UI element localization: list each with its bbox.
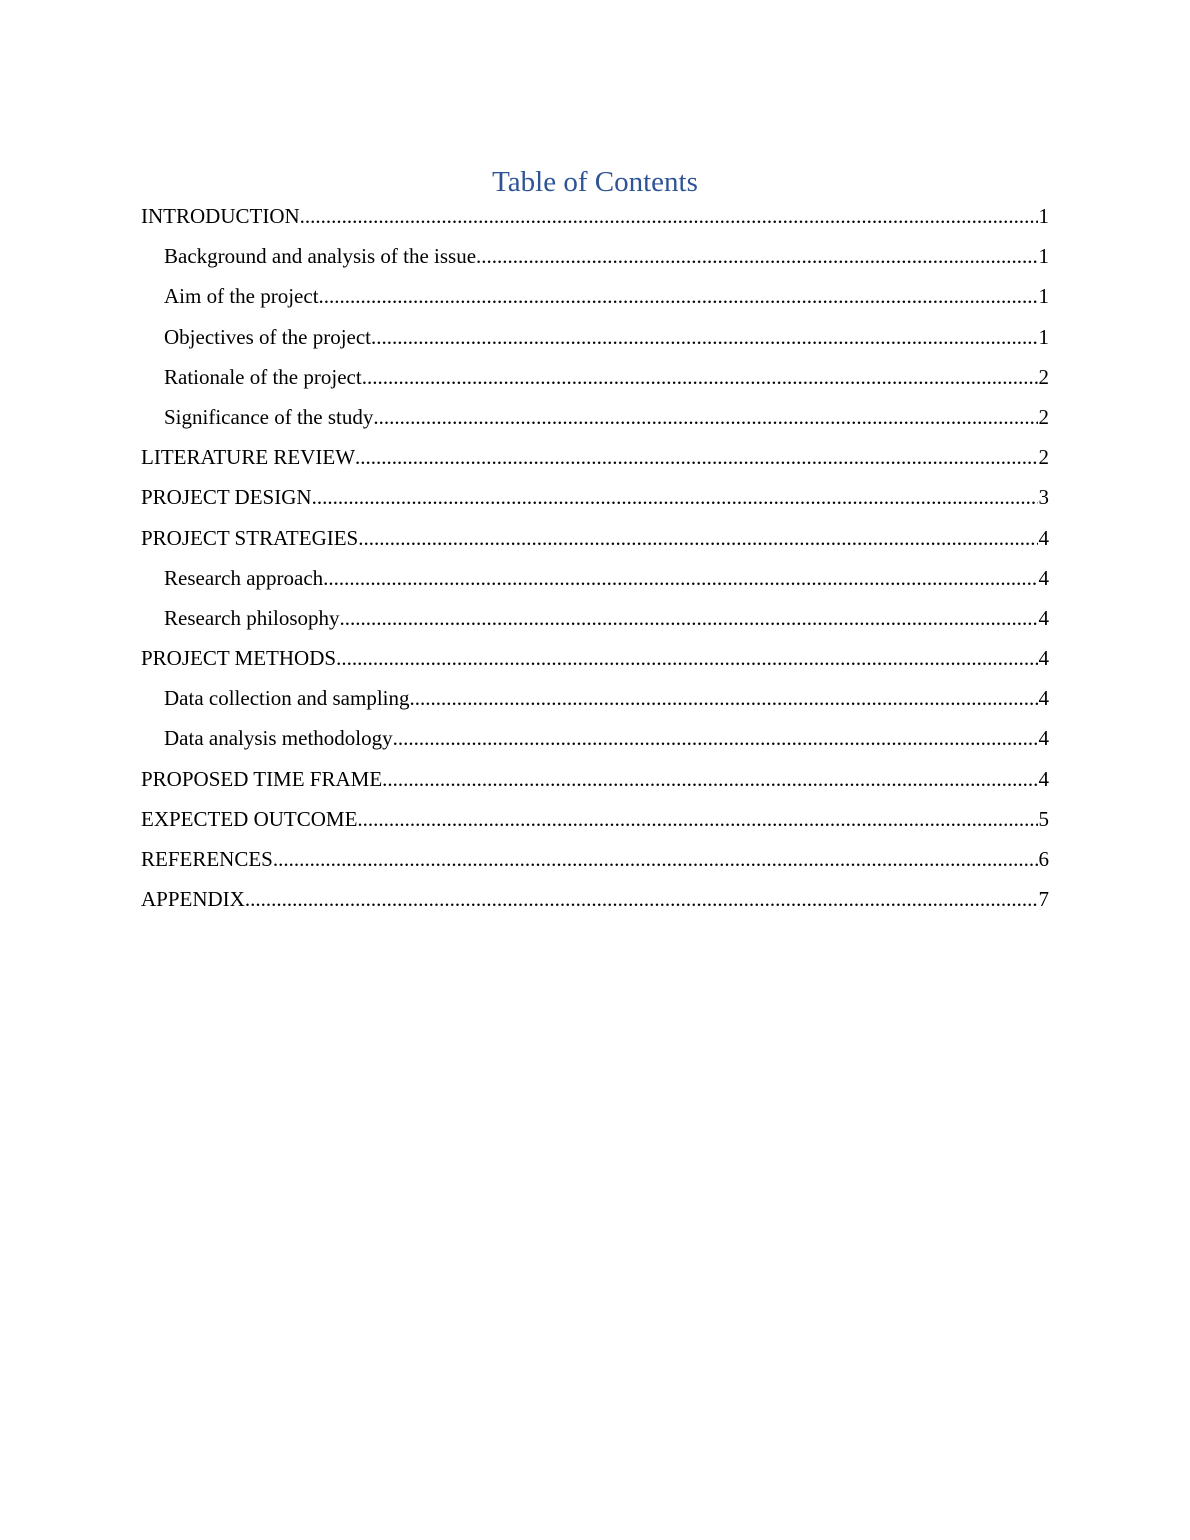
toc-entry-page-number: 4 [1038, 565, 1049, 590]
toc-entry-page-number: 5 [1038, 806, 1049, 831]
toc-entry-page-number: 4 [1038, 726, 1049, 751]
toc-entry-label: Research philosophy [164, 605, 340, 630]
toc-entry-page-number: 2 [1038, 445, 1049, 470]
toc-dot-leader [358, 518, 1037, 558]
toc-dot-leader [340, 598, 1038, 638]
toc-dot-leader [355, 437, 1037, 477]
toc-entry-label: EXPECTED OUTCOME [141, 806, 358, 831]
toc-entry-page-number: 1 [1038, 324, 1049, 349]
toc-entry[interactable] [141, 437, 1049, 477]
toc-entry-page-number: 1 [1038, 284, 1049, 309]
toc-entry-label: REFERENCES [141, 847, 273, 871]
toc-entry-label: Significance of the study [164, 404, 374, 429]
toc-entry[interactable] [141, 558, 1049, 598]
toc-entry-label: Data analysis methodology [164, 726, 393, 751]
toc-entry[interactable] [141, 477, 1049, 517]
toc-dot-leader [476, 236, 1037, 276]
toc-entry-label: Background and analysis of the issue [164, 244, 477, 269]
toc-dot-leader [245, 879, 1038, 919]
toc-entry-label: INTRODUCTION [141, 204, 300, 228]
toc-dot-leader [357, 799, 1037, 839]
toc-entry[interactable] [141, 518, 1049, 558]
toc-entry-page-number: 4 [1038, 525, 1049, 550]
toc-entry-label: PROJECT METHODS [141, 646, 337, 671]
toc-entry-page-number: 4 [1038, 646, 1049, 671]
toc-entry[interactable] [141, 839, 1049, 879]
table-of-contents [141, 196, 1049, 919]
toc-entry-label: Rationale of the project [164, 364, 362, 389]
toc-entry-label: PROJECT DESIGN [141, 485, 312, 510]
toc-entry-page-number: 6 [1038, 847, 1049, 871]
toc-entry-page-number: 4 [1038, 605, 1049, 630]
toc-entry-label: LITERATURE REVIEW [141, 445, 356, 470]
toc-entry-page-number: 4 [1038, 686, 1049, 711]
toc-entry-page-number: 2 [1038, 404, 1049, 429]
toc-entry-label: Research approach [164, 565, 324, 590]
toc-entry-label: Data collection and sampling [164, 686, 410, 711]
toc-entry[interactable] [141, 357, 1049, 397]
toc-dot-leader [410, 678, 1038, 718]
toc-entry[interactable] [141, 236, 1049, 276]
toc-entry-label: Aim of the project [164, 284, 319, 309]
toc-entry-page-number: 4 [1038, 766, 1049, 791]
toc-entry-page-number: 2 [1038, 364, 1049, 389]
toc-entry[interactable] [141, 196, 1049, 236]
toc-dot-leader [319, 276, 1038, 316]
toc-entry[interactable] [141, 276, 1049, 316]
toc-entry[interactable] [141, 759, 1049, 799]
toc-entry-page-number: 7 [1038, 887, 1049, 912]
toc-entry-label: Objectives of the project [164, 324, 372, 349]
toc-entry[interactable] [141, 317, 1049, 357]
toc-entry[interactable] [141, 799, 1049, 839]
toc-dot-leader [273, 839, 1038, 879]
toc-entry[interactable] [141, 598, 1049, 638]
toc-dot-leader [362, 357, 1038, 397]
toc-dot-leader [371, 317, 1037, 357]
toc-entry-page-number: 1 [1038, 244, 1049, 269]
toc-entry[interactable] [141, 678, 1049, 718]
toc-title: Table of Contents [492, 166, 698, 198]
toc-dot-leader [382, 759, 1037, 799]
toc-entry-page-number: 3 [1038, 485, 1049, 510]
toc-entry-label: PROPOSED TIME FRAME [141, 766, 383, 791]
toc-entry-label: PROJECT STRATEGIES [141, 525, 359, 550]
toc-entry[interactable] [141, 718, 1049, 758]
toc-dot-leader [336, 638, 1037, 678]
toc-entry-page-number: 1 [1038, 204, 1049, 228]
toc-entry[interactable] [141, 638, 1049, 678]
toc-entry[interactable] [141, 879, 1049, 919]
toc-entry-label: APPENDIX [141, 887, 245, 912]
toc-dot-leader [393, 718, 1038, 758]
toc-dot-leader [312, 477, 1038, 517]
toc-dot-leader [323, 558, 1037, 598]
toc-entry[interactable] [141, 397, 1049, 437]
toc-dot-leader [373, 397, 1037, 437]
toc-dot-leader [300, 196, 1038, 236]
